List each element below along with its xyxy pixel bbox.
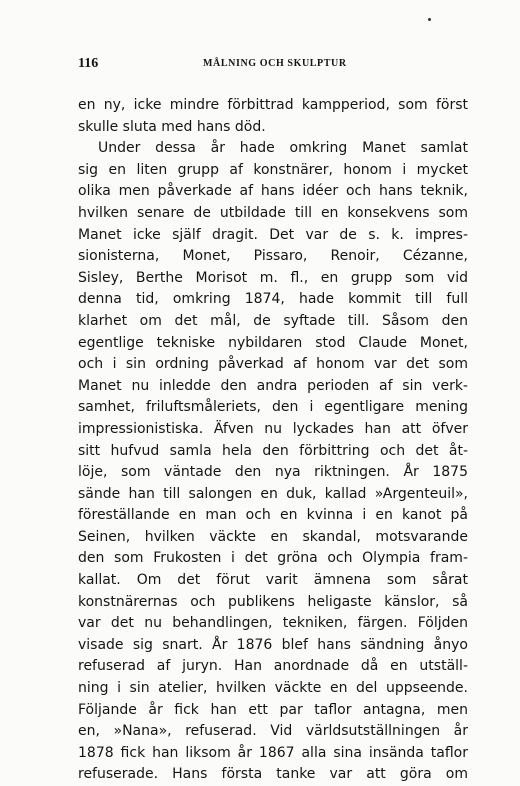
text-line: ning i sin atelier, hvilken väckte en del uppseende. [78,680,468,697]
text-line: klarhet om det mål, de syftade till. Såsom den [78,312,468,329]
text-line: 1878 fick han liksom år 1867 alla sina insända taflor [78,744,468,761]
text-line: den som Frukosten i det gröna och Olympia fram- [78,550,468,567]
text-line: olika men påverkade af hans idéer och hans teknik, [78,183,468,200]
text-line: samhet, friluftsmåleriets, den i egentligare mening [78,399,468,416]
text-line: Manet icke själf dragit. Det var de s. k. impres- [78,226,468,243]
text-line: en ny, icke mindre förbittrad kampperiod, som först [78,97,468,113]
page-speck [428,18,431,21]
text-line: en, »Nana», refuserad. Vid världsutställningen år [78,723,468,740]
text-line: sitt hufvud samla hela den förbittring och det åt- [78,442,468,459]
text-line: visade sig snart. År 1876 blef hans sändning ånyo [78,636,468,653]
text-line: och i sin ordning påverkad af honom var det som [78,356,468,373]
page-number: 116 [78,56,99,71]
text-line: föreställande en man och en kvinna i en kanot på [78,507,468,524]
text-line: Seinen, hvilken väckte en skandal, motsvarande [78,528,468,545]
text-line: löje, som väntade den nya riktningen. År 1875 [78,464,468,481]
text-line: impressionistiska. Äfven nu lyckades han att öfver [78,420,468,437]
text-line: sig en liten grupp af konstnärer, honom i mycket [78,161,468,178]
text-line: hvilken senare de utbildade till en konsekvens som [78,204,468,221]
text-line: Under dessa år hade omkring Manet samlat [98,140,468,157]
text-line: egentlige tekniske nybildaren stod Claude Monet, [78,334,468,351]
text-line: konstnärernas och publikens heligaste känslor, så [78,593,468,610]
text-line: skulle sluta med hans död. [78,118,266,135]
text-line: refuserade. Hans första tanke var att göra om [78,766,468,783]
text-line: sionisterna, Monet, Pissaro, Renoir, Cézanne, [78,248,468,265]
body-text [78,95,468,786]
text-line: sände han till salongen en duk, kallad »Argenteuil», [78,485,468,502]
text-line: Följande år fick han ett par taflor antagna, men [78,701,468,718]
text-line: denna tid, omkring 1874, hade kommit till full [78,291,468,308]
page-header [78,56,468,74]
text-line: kallat. Om det förut varit ämnena som sårat [78,572,468,589]
running-head: MÅLNING OCH SKULPTUR [203,58,347,69]
text-line: var det nu behandlingen, tekniken, färgen. Följden [78,615,468,632]
text-line: Manet nu inledde den andra perioden af sin verk- [78,377,468,394]
text-line: Sisley, Berthe Morisot m. fl., en grupp som vid [78,269,468,286]
text-line: refuserad af juryn. Han anordnade då en utställ- [78,658,468,675]
